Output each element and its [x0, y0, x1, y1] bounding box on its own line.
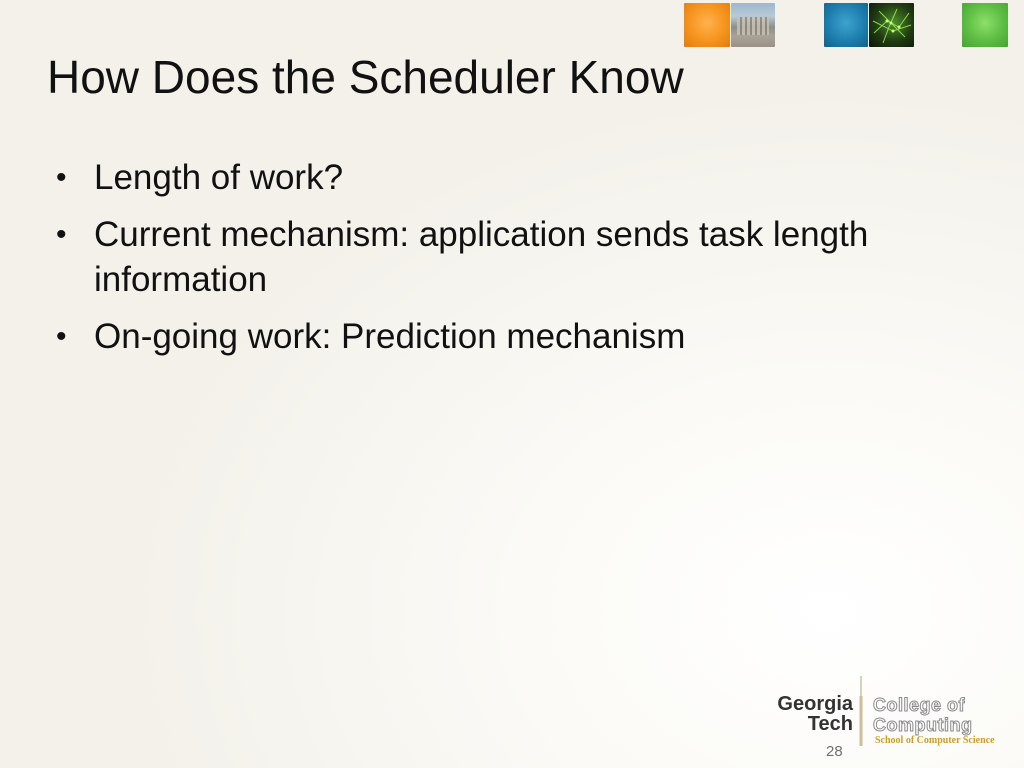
college-of-computing-wordmark — [873, 695, 972, 735]
school-subtitle: School of Computer Science — [875, 735, 995, 746]
bullet-list — [56, 155, 876, 371]
bullet-item: • On-going work: Prediction mechanism — [56, 314, 876, 359]
network-image-icon — [869, 3, 914, 47]
bullet-item: • Current mechanism: application sends task length information — [56, 212, 876, 302]
network-lines — [869, 3, 914, 47]
tech-tower-icon — [858, 676, 864, 746]
blue-tile-icon — [824, 3, 868, 47]
georgia-tech-wordmark — [763, 694, 853, 734]
logo-line-computing: Computing — [873, 715, 973, 735]
orange-tile-icon — [684, 3, 730, 47]
campus-photo-icon — [731, 3, 775, 47]
bullet-item: • Length of work? — [56, 155, 876, 200]
georgia-tech-logo — [763, 676, 1013, 752]
page-number: 28 — [826, 743, 843, 760]
logo-line-college: College of — [873, 695, 966, 715]
green-tile-icon — [962, 3, 1008, 47]
logo-line-georgia: Georgia — [777, 693, 853, 715]
logo-line-tech: Tech — [807, 713, 853, 735]
slide-title: How Does the Scheduler Know — [47, 51, 684, 103]
